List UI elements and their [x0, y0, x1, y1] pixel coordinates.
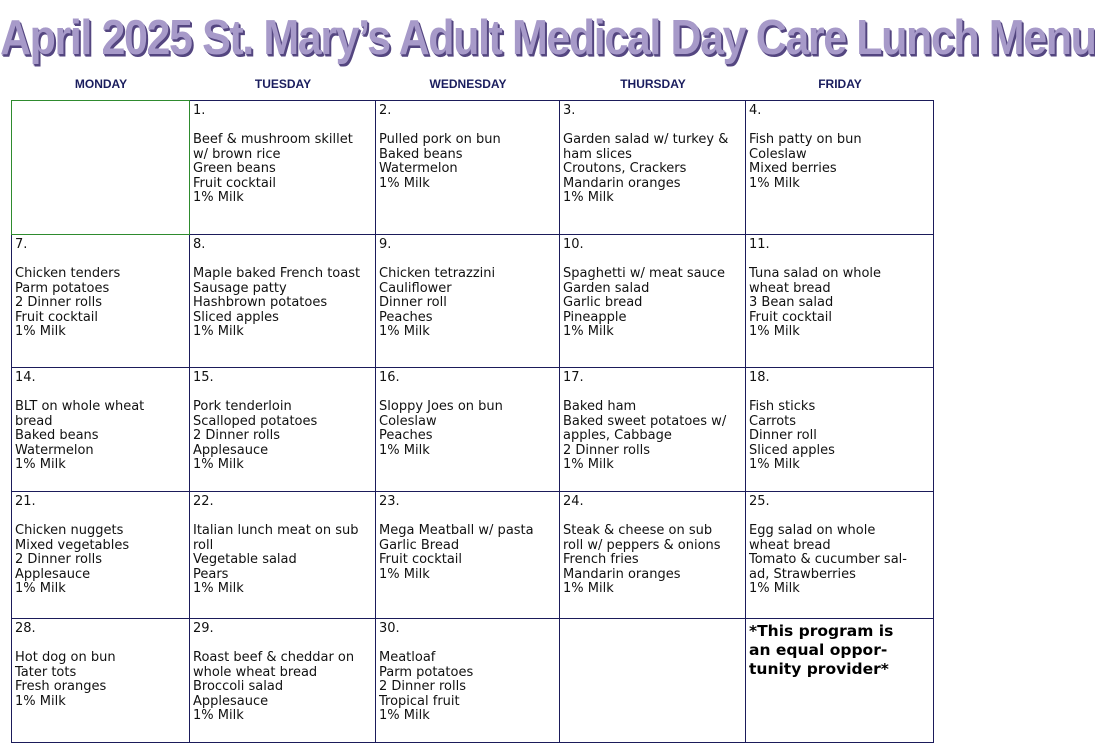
menu-item: Chicken tetrazzini [379, 266, 496, 281]
menu-item: ham slices [563, 146, 632, 162]
menu-item: w/ brown rice [193, 146, 281, 162]
menu-item: Parm potatoes [15, 280, 110, 296]
menu-item: Baked ham [563, 399, 637, 414]
date-number: 21. [15, 494, 36, 509]
date-number: 8. [193, 237, 206, 252]
day-cell [746, 619, 934, 743]
menu-item: 1% Milk [379, 566, 430, 582]
menu-item: 1% Milk [563, 190, 614, 206]
menu-item: Chicken tenders [15, 266, 121, 281]
menu-item: Sausage patty [193, 280, 287, 296]
date-number: 4. [749, 103, 762, 118]
menu-item: Baked beans [15, 428, 99, 444]
menu-item: Pulled pork on bun [379, 132, 501, 147]
menu-item: Garlic Bread [379, 537, 460, 553]
menu-item: 1% Milk [15, 324, 66, 340]
week-row [12, 619, 934, 743]
menu-item: 1% Milk [749, 581, 800, 597]
date-number: 16. [379, 370, 400, 385]
date-number: 18. [749, 370, 770, 385]
day-cell [190, 492, 376, 619]
equal-opportunity-notice: *This program is an equal oppor- tunity provider* [749, 622, 894, 678]
menu-item: Tomato & cucumber sal- [749, 552, 907, 568]
menu-item: Mandarin oranges [563, 175, 681, 191]
menu-item: 2 Dinner rolls [563, 442, 650, 458]
menu-item: 1% Milk [15, 693, 66, 709]
day-cell [12, 492, 190, 619]
menu-item: Mixed vegetables [15, 537, 130, 553]
date-number: 1. [193, 103, 206, 118]
menu-item: Fish patty on bun [749, 132, 862, 147]
day-cell [376, 368, 560, 492]
menu-item: Applesauce [193, 693, 269, 709]
menu-item: Sloppy Joes on bun [379, 399, 503, 414]
menu-item: wheat bread [749, 537, 831, 553]
day-cell [376, 101, 560, 235]
menu-item: Fruit cocktail [749, 309, 833, 325]
date-number: 11. [749, 237, 770, 252]
date-number: 3. [563, 103, 576, 118]
menu-item: Baked sweet potatoes w/ [563, 413, 727, 429]
menu-item: French fries [563, 552, 639, 568]
menu-item: 1% Milk [563, 324, 614, 340]
day-cell [376, 619, 560, 743]
menu-item: Pork tenderloin [193, 399, 292, 414]
menu-item: bread [15, 413, 53, 429]
date-number: 28. [15, 621, 36, 636]
menu-item: Egg salad on whole [749, 523, 876, 538]
menu-item: Italian lunch meat on sub [193, 523, 359, 538]
menu-item: Applesauce [15, 566, 91, 582]
menu-item: Chicken nuggets [15, 523, 124, 538]
menu-item: Mandarin oranges [563, 566, 681, 582]
menu-item: 1% Milk [749, 175, 800, 191]
menu-item: Hot dog on bun [15, 650, 116, 665]
weekday-header [12, 74, 934, 94]
menu-title: April 2025 St. Mary’s Adult Medical Day Care Lunch Menu [0, 10, 1095, 66]
menu-item: Hashbrown potatoes [193, 295, 328, 311]
menu-item: Spaghetti w/ meat sauce [563, 266, 726, 281]
menu-item: 1% Milk [193, 324, 244, 340]
week-row [12, 368, 934, 492]
date-number: 25. [749, 494, 770, 509]
menu-item: 3 Bean salad [749, 295, 834, 311]
date-number: 29. [193, 621, 214, 636]
menu-item: Mega Meatball w/ pasta [379, 523, 534, 538]
menu-item: Tater tots [15, 664, 77, 680]
date-number: 10. [563, 237, 584, 252]
menu-item: Cauliflower [379, 280, 452, 296]
menu-item: Dinner roll [749, 428, 817, 444]
day-cell [12, 235, 190, 368]
date-number: 17. [563, 370, 584, 385]
lunch-menu-calendar [11, 100, 934, 743]
menu-item: Mixed berries [749, 161, 837, 177]
date-number: 30. [379, 621, 400, 636]
date-number: 7. [15, 237, 28, 252]
menu-item: 1% Milk [379, 708, 430, 724]
date-number: 22. [193, 494, 214, 509]
date-number: 2. [379, 103, 392, 118]
day-cell [560, 235, 746, 368]
menu-item: 2 Dinner rolls [379, 679, 466, 695]
menu-item: Croutons, Crackers [563, 161, 687, 177]
menu-item: 2 Dinner rolls [15, 552, 102, 568]
menu-item: roll w/ peppers & onions [563, 537, 721, 553]
date-number: 23. [379, 494, 400, 509]
menu-item: 1% Milk [749, 457, 800, 473]
menu-item: roll [193, 537, 214, 553]
week-row [12, 101, 934, 235]
menu-item: 1% Milk [193, 190, 244, 206]
week-row [12, 492, 934, 619]
menu-item: 1% Milk [15, 457, 66, 473]
menu-item: 1% Milk [193, 581, 244, 597]
weekday-tuesday: TUESDAY [254, 77, 312, 91]
menu-item: Parm potatoes [379, 664, 474, 680]
menu-item: Garden salad [563, 280, 650, 296]
weekday-friday: FRIDAY [818, 77, 862, 91]
menu-item: Dinner roll [379, 295, 447, 311]
menu-item: 1% Milk [379, 175, 430, 191]
day-cell [12, 619, 190, 743]
menu-item: Sliced apples [749, 442, 835, 458]
day-cell [560, 492, 746, 619]
day-cell [376, 492, 560, 619]
menu-item: Fresh oranges [15, 679, 107, 695]
day-cell [190, 235, 376, 368]
menu-item: Applesauce [193, 442, 269, 458]
menu-item: apples, Cabbage [563, 428, 672, 444]
menu-item: Pears [193, 566, 229, 582]
menu-item: 1% Milk [563, 581, 614, 597]
day-cell [376, 235, 560, 368]
menu-item: 2 Dinner rolls [15, 295, 102, 311]
menu-item: 1% Milk [193, 457, 244, 473]
day-cell [746, 368, 934, 492]
menu-item: 1% Milk [193, 708, 244, 724]
date-number: 24. [563, 494, 584, 509]
menu-item: Watermelon [379, 161, 458, 177]
menu-item: Garlic bread [563, 295, 643, 311]
menu-item: Green beans [193, 161, 276, 177]
weekday-monday: MONDAY [74, 77, 128, 91]
day-cell [746, 492, 934, 619]
day-cell [12, 368, 190, 492]
week-row [12, 235, 934, 368]
day-cell [190, 101, 376, 235]
menu-item: Steak & cheese on sub [563, 523, 713, 538]
menu-item: Fruit cocktail [193, 175, 277, 191]
menu-item: 1% Milk [379, 324, 430, 340]
menu-item: Sliced apples [193, 309, 279, 325]
menu-item: Roast beef & cheddar on [193, 650, 355, 665]
menu-item: Carrots [749, 413, 797, 429]
menu-item: Fruit cocktail [379, 552, 463, 568]
day-cell [746, 235, 934, 368]
menu-item: Pineapple [563, 309, 627, 325]
menu-item: Vegetable salad [193, 552, 297, 568]
date-number: 15. [193, 370, 214, 385]
menu-item: Garden salad w/ turkey & [563, 132, 729, 147]
menu-item: BLT on whole wheat [15, 399, 145, 414]
menu-item: Scalloped potatoes [193, 413, 318, 429]
day-cell [190, 368, 376, 492]
menu-item: Baked beans [379, 146, 463, 162]
date-number: 9. [379, 237, 392, 252]
menu-item: ad, Strawberries [749, 566, 856, 582]
menu-item: Fruit cocktail [15, 309, 99, 325]
date-number: 14. [15, 370, 36, 385]
menu-item: whole wheat bread [193, 664, 318, 680]
menu-item: Coleslaw [379, 413, 437, 429]
menu-item: 1% Milk [15, 581, 66, 597]
menu-item: 2 Dinner rolls [193, 428, 280, 444]
menu-item: Fish sticks [749, 399, 816, 414]
menu-item: 1% Milk [379, 442, 430, 458]
menu-item: 1% Milk [563, 457, 614, 473]
menu-item: Beef & mushroom skillet [193, 132, 353, 147]
day-cell [12, 101, 190, 235]
weekday-wednesday: WEDNESDAY [429, 77, 507, 91]
menu-item: Broccoli salad [193, 679, 284, 695]
menu-item: Peaches [379, 309, 433, 325]
menu-item: Coleslaw [749, 146, 807, 162]
menu-item: Tuna salad on whole [749, 266, 882, 281]
day-cell [190, 619, 376, 743]
menu-item: Meatloaf [379, 650, 436, 665]
menu-item: Tropical fruit [379, 693, 460, 709]
day-cell [560, 101, 746, 235]
menu-item: 1% Milk [749, 324, 800, 340]
weekday-thursday: THURSDAY [620, 77, 686, 91]
day-cell [746, 101, 934, 235]
day-cell [560, 619, 746, 743]
menu-item: Peaches [379, 428, 433, 444]
menu-item: Maple baked French toast [193, 266, 361, 281]
menu-item: Watermelon [15, 442, 94, 458]
day-cell [560, 368, 746, 492]
menu-item: wheat bread [749, 280, 831, 296]
